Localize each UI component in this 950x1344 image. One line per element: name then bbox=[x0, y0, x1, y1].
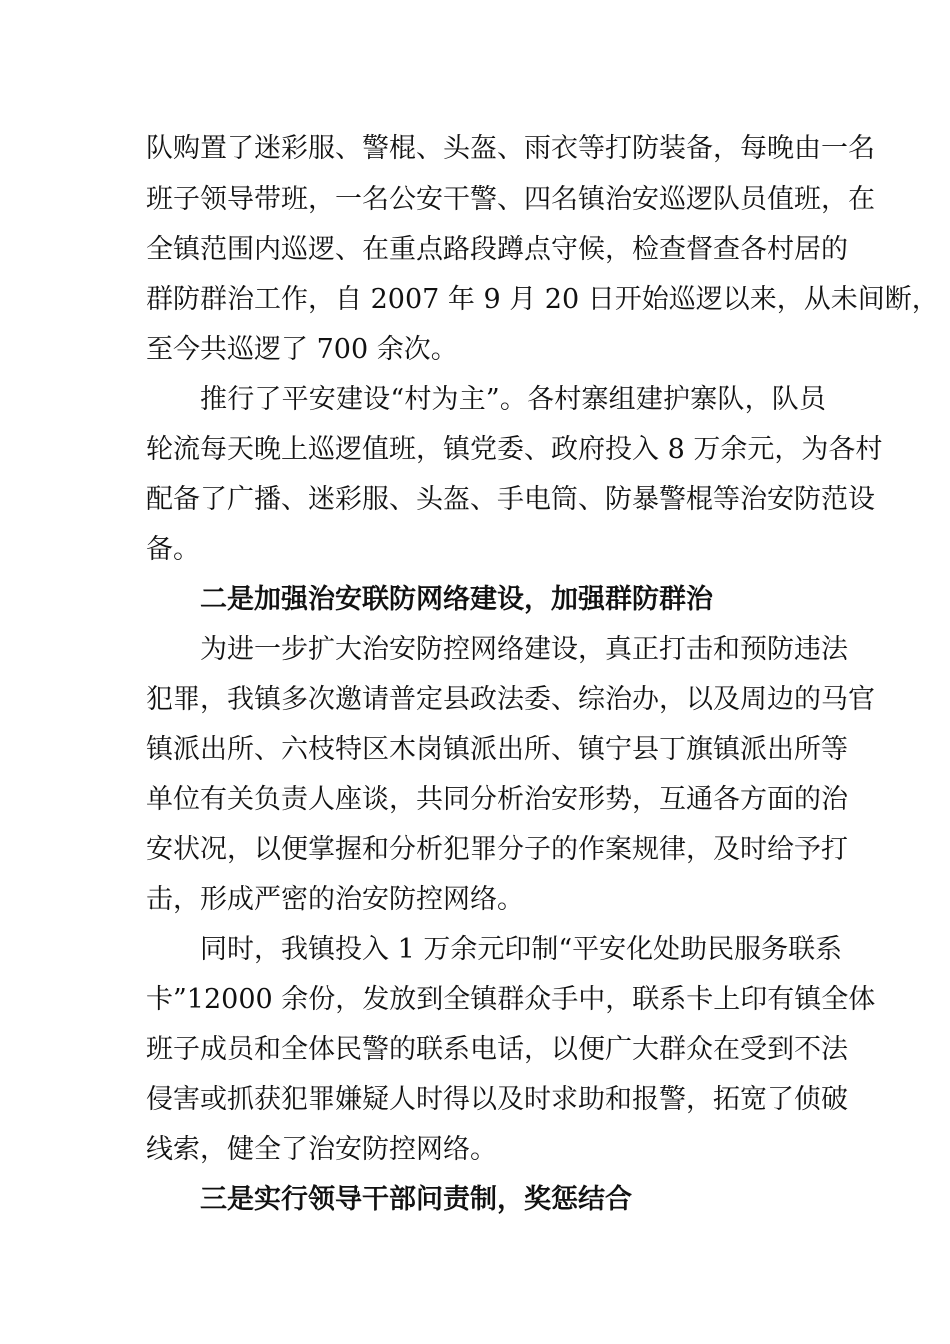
paragraph-line: 班子成员和全体民警的联系电话，以便广大群众在受到不法 bbox=[146, 1034, 848, 1065]
paragraph-line: 犯罪，我镇多次邀请普定县政法委、综治办，以及周边的马官 bbox=[146, 684, 875, 715]
paragraph-line: 卡”12000 余份，发放到全镇群众手中，联系卡上印有镇全体 bbox=[146, 984, 876, 1015]
paragraph-line: 为进一步扩大治安防控网络建设，真正打击和预防违法 bbox=[200, 634, 848, 665]
paragraph-line: 全镇范围内巡逻、在重点路段蹲点守候，检查督查各村居的 bbox=[146, 234, 848, 265]
paragraph-line: 击，形成严密的治安防控网络。 bbox=[146, 884, 524, 915]
paragraph-line: 至今共巡逻了 700 余次。 bbox=[146, 334, 458, 365]
paragraph-line: 同时，我镇投入 1 万余元印制“平安化处助民服务联系 bbox=[200, 934, 843, 965]
section-heading: 三是实行领导干部问责制，奖惩结合 bbox=[200, 1184, 632, 1215]
paragraph-line: 配备了广播、迷彩服、头盔、手电筒、防暴警棍等治安防范设 bbox=[146, 484, 875, 515]
paragraph-line: 镇派出所、六枝特区木岗镇派出所、镇宁县丁旗镇派出所等 bbox=[146, 734, 848, 765]
paragraph-line: 群防群治工作，自 2007 年 9 月 20 日开始巡逻以来，从未间断， bbox=[146, 284, 939, 315]
section-heading: 二是加强治安联防网络建设，加强群防群治 bbox=[200, 584, 713, 615]
paragraph-line: 推行了平安建设“村为主”。各村寨组建护寨队，队员 bbox=[200, 384, 826, 415]
paragraph-line: 备。 bbox=[146, 534, 200, 565]
paragraph-line: 轮流每天晚上巡逻值班，镇党委、政府投入 8 万余元，为各村 bbox=[146, 434, 883, 465]
paragraph-line: 队购置了迷彩服、警棍、头盔、雨衣等打防装备，每晚由一名 bbox=[146, 133, 875, 164]
paragraph-line: 单位有关负责人座谈，共同分析治安形势，互通各方面的治 bbox=[146, 784, 848, 815]
paragraph-line: 侵害或抓获犯罪嫌疑人时得以及时求助和报警，拓宽了侦破 bbox=[146, 1084, 848, 1115]
paragraph-line: 班子领导带班，一名公安干警、四名镇治安巡逻队员值班，在 bbox=[146, 184, 875, 215]
paragraph-line: 安状况，以便掌握和分析犯罪分子的作案规律，及时给予打 bbox=[146, 834, 848, 865]
paragraph-line: 线索，健全了治安防控网络。 bbox=[146, 1134, 497, 1165]
